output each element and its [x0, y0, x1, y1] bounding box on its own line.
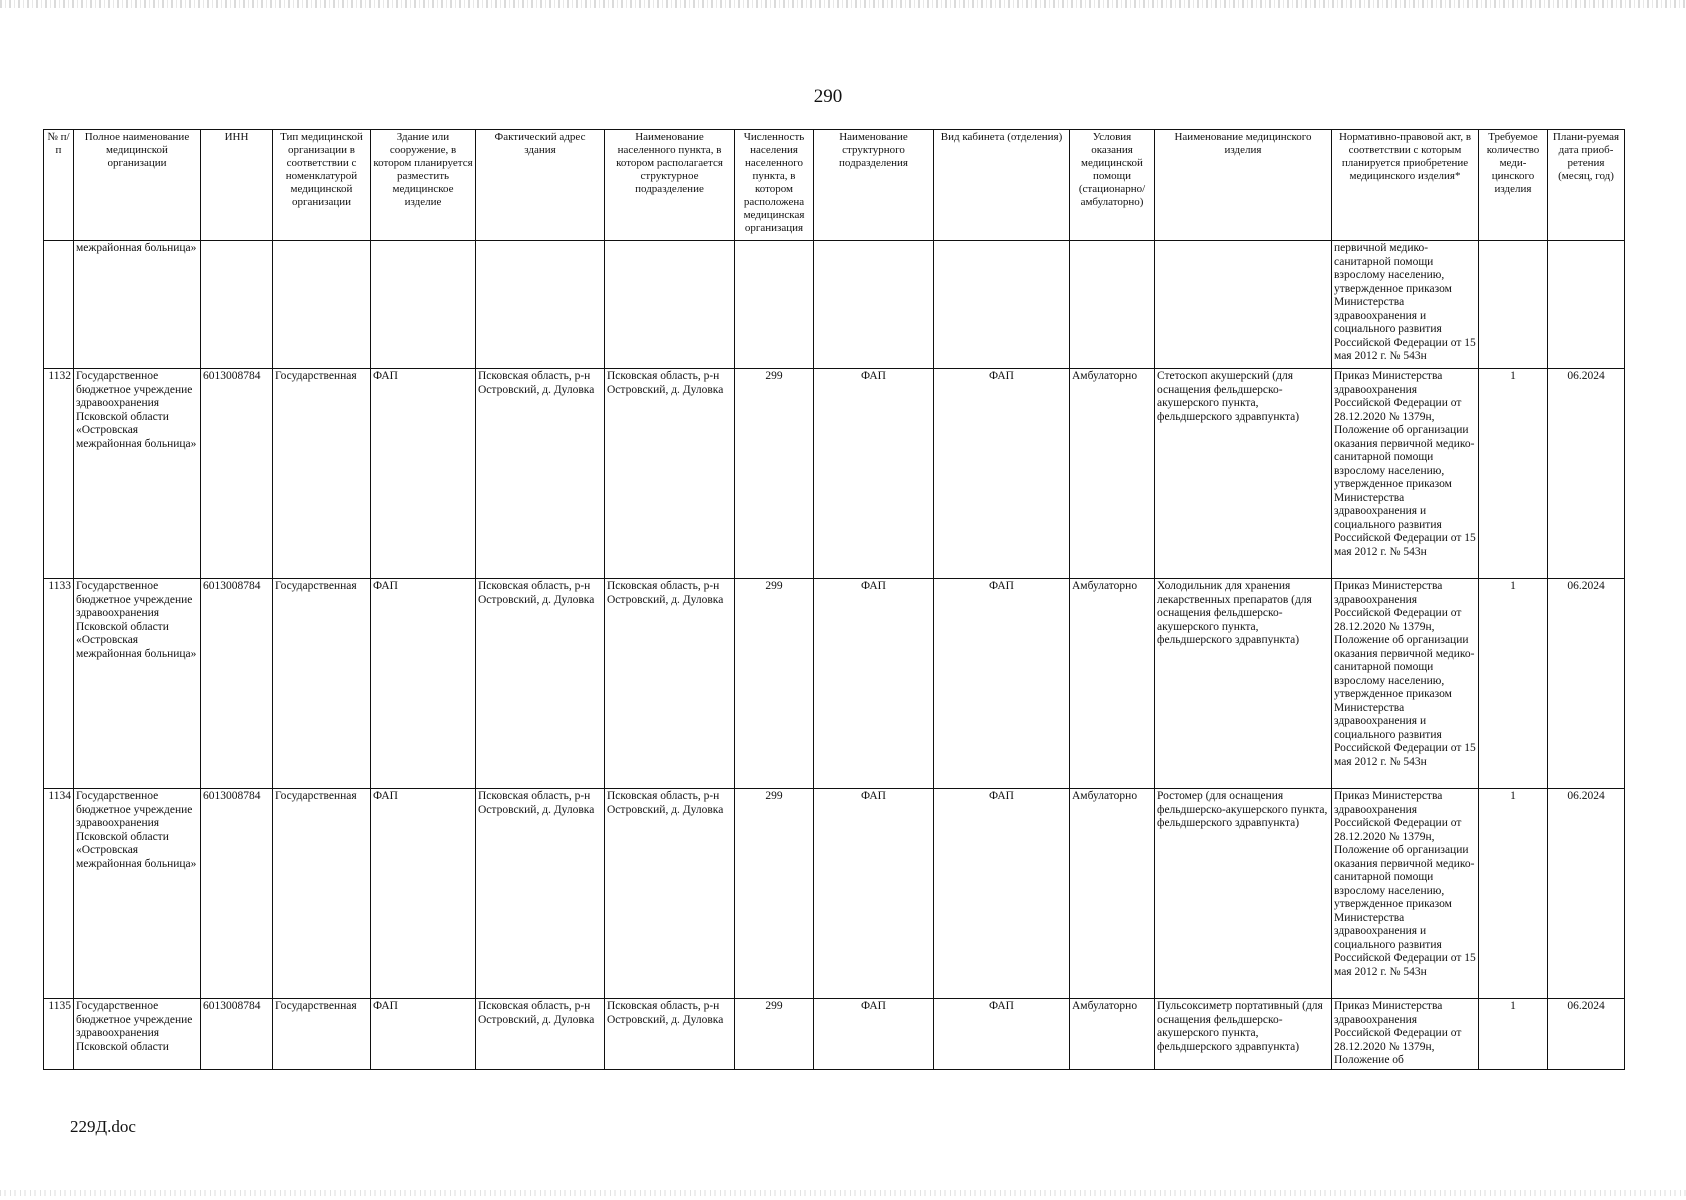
cell-conditions: Амбулаторно [1070, 789, 1155, 999]
cell-inn: 6013008784 [201, 369, 273, 579]
cell-legal-act: Приказ Министерства здравоохранения Российской Федерации от 28.12.2020 № 1379н, Положение об [1332, 999, 1479, 1070]
cell-device: Холодильник для хранения лекарственных препаратов (для оснащения фельдшерско-акушерского пункта, фельдшерского здравпункта) [1155, 579, 1332, 789]
header-cell: Фактический адрес здания [476, 130, 605, 241]
cell-device: Ростомер (для оснащения фельдшерско-акушерского пункта, фельдшерского здравпункта) [1155, 789, 1332, 999]
cell-inn: 6013008784 [201, 579, 273, 789]
cell-quantity: 1 [1479, 999, 1548, 1070]
page-number: 290 [813, 86, 843, 107]
cell-building [371, 241, 476, 369]
cell-organization: Государственное бюджетное учреждение здравоохранения Псковской области «Островская межрайонная больница» [74, 369, 201, 579]
cell-num: 1135 [44, 999, 74, 1070]
cell-quantity: 1 [1479, 579, 1548, 789]
header-cell: Численность населения населенного пункта, в котором расположена медицинская организация [735, 130, 814, 241]
cell-building: ФАП [371, 579, 476, 789]
cell-subdivision: ФАП [814, 999, 934, 1070]
cell-address [476, 241, 605, 369]
cell-settlement: Псковская область, р-н Островский, д. Дуловка [605, 369, 735, 579]
header-cell: Наименование структурного подразделения [814, 130, 934, 241]
cell-conditions: Амбулаторно [1070, 579, 1155, 789]
cell-address: Псковская область, р-н Островский, д. Дуловка [476, 999, 605, 1070]
cell-address: Псковская область, р-н Островский, д. Дуловка [476, 579, 605, 789]
table-row [44, 579, 1625, 789]
cell-organization: Государственное бюджетное учреждение здравоохранения Псковской области «Островская межрайонная больница» [74, 789, 201, 999]
cell-date: 06.2024 [1548, 999, 1625, 1070]
table-row [44, 369, 1625, 579]
cell-inn: 6013008784 [201, 999, 273, 1070]
cell-cabinet: ФАП [934, 579, 1070, 789]
header-cell: Тип медицинской организации в соответствии с номенклатурой медицинской организации [273, 130, 371, 241]
table-header-row [44, 130, 1625, 241]
header-cell: Наименование медицинского изделия [1155, 130, 1332, 241]
cell-num: 1132 [44, 369, 74, 579]
cell-legal-act: первичной медико-санитарной помощи взрослому населению, утвержденное приказом Министерства здравоохранения и социального развития Российской Федерации от 15 мая 2012 г. № 543н [1332, 241, 1479, 369]
cell-num [44, 241, 74, 369]
cell-quantity: 1 [1479, 789, 1548, 999]
cell-date: 06.2024 [1548, 369, 1625, 579]
cell-settlement: Псковская область, р-н Островский, д. Дуловка [605, 999, 735, 1070]
cell-subdivision: ФАП [814, 369, 934, 579]
cell-quantity [1479, 241, 1548, 369]
cell-population [735, 241, 814, 369]
cell-legal-act: Приказ Министерства здравоохранения Российской Федерации от 28.12.2020 № 1379н, Положение об организации оказания первичной медико-санитарной помощи взрослому населению, утвержденное приказом Министерства здравоохранения и социального развития Российской Федерации от 15 мая 2012 г. № 543н [1332, 369, 1479, 579]
cell-organization: Государственное бюджетное учреждение здравоохранения Псковской области «Островская межрайонная больница» [74, 579, 201, 789]
cell-cabinet: ФАП [934, 999, 1070, 1070]
cell-conditions: Амбулаторно [1070, 999, 1155, 1070]
cell-address: Псковская область, р-н Островский, д. Дуловка [476, 369, 605, 579]
cell-legal-act: Приказ Министерства здравоохранения Российской Федерации от 28.12.2020 № 1379н, Положение об организации оказания первичной медико-санитарной помощи взрослому населению, утвержденное приказом Министерства здравоохранения и социального развития Российской Федерации от 15 мая 2012 г. № 543н [1332, 579, 1479, 789]
cell-population: 299 [735, 369, 814, 579]
cell-org-type: Государственная [273, 999, 371, 1070]
cell-settlement: Псковская область, р-н Островский, д. Дуловка [605, 789, 735, 999]
table-row [44, 789, 1625, 999]
header-cell: Требуемое количество меди-цинского изделия [1479, 130, 1548, 241]
equipment-table [43, 129, 1625, 1070]
cell-settlement [605, 241, 735, 369]
cell-organization: межрайонная больница» [74, 241, 201, 369]
header-cell: Полное наименование медицинской организации [74, 130, 201, 241]
footer-filename: 229Д.doc [70, 1117, 136, 1136]
scan-edge-top [0, 0, 1686, 8]
cell-building: ФАП [371, 999, 476, 1070]
scan-edge-bottom [0, 1190, 1686, 1196]
header-cell: ИНН [201, 130, 273, 241]
cell-building: ФАП [371, 789, 476, 999]
cell-population: 299 [735, 579, 814, 789]
header-cell: Нормативно-правовой акт, в соответствии с которым планируется приобретение медицинского изделия* [1332, 130, 1479, 241]
cell-date [1548, 241, 1625, 369]
cell-conditions [1070, 241, 1155, 369]
cell-cabinet [934, 241, 1070, 369]
cell-org-type: Государственная [273, 789, 371, 999]
table-row [44, 999, 1625, 1070]
header-cell: № п/п [44, 130, 74, 241]
header-cell: Условия оказания медицинской помощи (стационарно/ амбулаторно) [1070, 130, 1155, 241]
cell-inn: 6013008784 [201, 789, 273, 999]
cell-conditions: Амбулаторно [1070, 369, 1155, 579]
table-row-continuation [44, 241, 1625, 369]
cell-quantity: 1 [1479, 369, 1548, 579]
cell-org-type [273, 241, 371, 369]
header-cell: Плани-руемая дата приоб-ретения (месяц, год) [1548, 130, 1625, 241]
cell-date: 06.2024 [1548, 579, 1625, 789]
header-cell: Вид кабинета (отделения) [934, 130, 1070, 241]
cell-subdivision: ФАП [814, 789, 934, 999]
cell-date: 06.2024 [1548, 789, 1625, 999]
cell-device: Стетоскоп акушерский (для оснащения фельдшерско-акушерского пункта, фельдшерского здравпункта) [1155, 369, 1332, 579]
cell-cabinet: ФАП [934, 789, 1070, 999]
cell-subdivision: ФАП [814, 579, 934, 789]
header-cell: Здание или сооружение, в котором планируется разместить медицинское изделие [371, 130, 476, 241]
cell-num: 1134 [44, 789, 74, 999]
cell-legal-act: Приказ Министерства здравоохранения Российской Федерации от 28.12.2020 № 1379н, Положение об организации оказания первичной медико-санитарной помощи взрослому населению, утвержденное приказом Министерства здравоохранения и социального развития Российской Федерации от 15 мая 2012 г. № 543н [1332, 789, 1479, 999]
header-cell: Наименование населенного пункта, в котором располагается структурное подразделение [605, 130, 735, 241]
cell-inn [201, 241, 273, 369]
cell-address: Псковская область, р-н Островский, д. Дуловка [476, 789, 605, 999]
cell-device: Пульсоксиметр портативный (для оснащения фельдшерско-акушерского пункта, фельдшерского здравпункта) [1155, 999, 1332, 1070]
cell-population: 299 [735, 789, 814, 999]
cell-device [1155, 241, 1332, 369]
cell-cabinet: ФАП [934, 369, 1070, 579]
cell-subdivision [814, 241, 934, 369]
cell-population: 299 [735, 999, 814, 1070]
cell-organization: Государственное бюджетное учреждение здравоохранения Псковской области [74, 999, 201, 1070]
cell-building: ФАП [371, 369, 476, 579]
cell-org-type: Государственная [273, 579, 371, 789]
cell-num: 1133 [44, 579, 74, 789]
cell-settlement: Псковская область, р-н Островский, д. Дуловка [605, 579, 735, 789]
cell-org-type: Государственная [273, 369, 371, 579]
